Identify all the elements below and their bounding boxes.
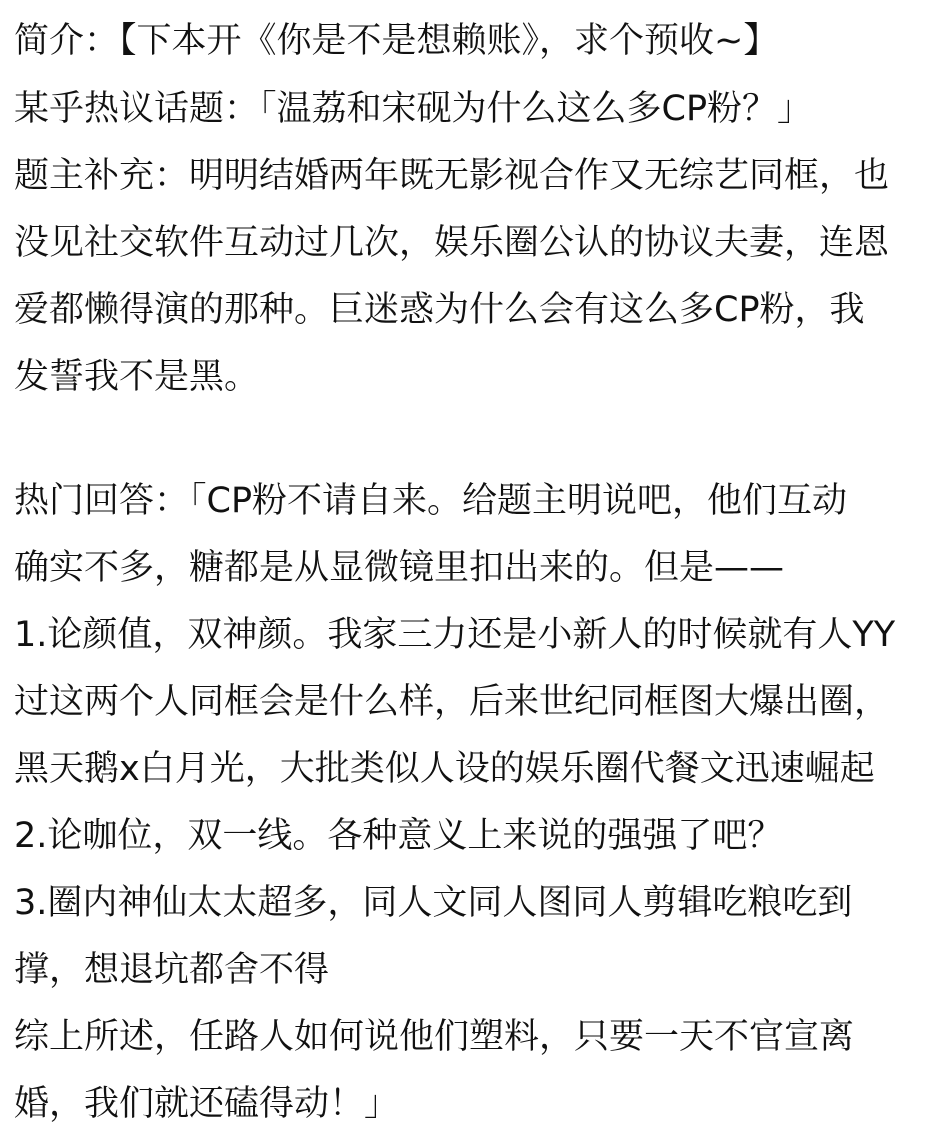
answer-line: 1.论颜值，双神颜。我家三力还是小新人的时候就有人YY: [14, 615, 896, 655]
answer-line: 综上所述，任路人如何说他们塑料，只要一天不官宣离: [14, 1017, 855, 1057]
answer-line: 撑，想退坑都舍不得: [14, 950, 330, 990]
answer-line: 婚，我们就还磕得动！」: [14, 1084, 400, 1124]
answer-line: 过这两个人同框会是什么样，后来世纪同框图大爆出圈，: [14, 682, 890, 722]
answer-line: 3.圈内神仙太太超多，同人文同人图同人剪辑吃粮吃到: [14, 883, 853, 923]
question-supplement-line: 发誓我不是黑。: [14, 357, 260, 397]
answer-line: 2.论咖位，双一线。各种意义上来说的强强了吧？: [14, 816, 783, 856]
question-topic-line: 某乎热议话题：「温荔和宋砚为什么这么多CP粉？」: [14, 89, 813, 129]
question-supplement-line: 爱都懒得演的那种。巨迷惑为什么会有这么多CP粉，我: [14, 290, 865, 330]
question-supplement-line: 题主补充：明明结婚两年既无影视合作又无综艺同框，也: [14, 156, 890, 196]
intro-line: 简介：【下本开《你是不是想赖账》，求个预收~】: [14, 21, 779, 61]
question-supplement-line: 没见社交软件互动过几次，娱乐圈公认的协议夫妻，连恩: [14, 223, 890, 263]
answer-line: 确实不多，糖都是从显微镜里扣出来的。但是——: [14, 548, 785, 588]
answer-line: 黑天鹅x白月光，大批类似人设的娱乐圈代餐文迅速崛起: [14, 749, 875, 789]
answer-line: 热门回答：「CP粉不请自来。给题主明说吧，他们互动: [14, 481, 848, 521]
